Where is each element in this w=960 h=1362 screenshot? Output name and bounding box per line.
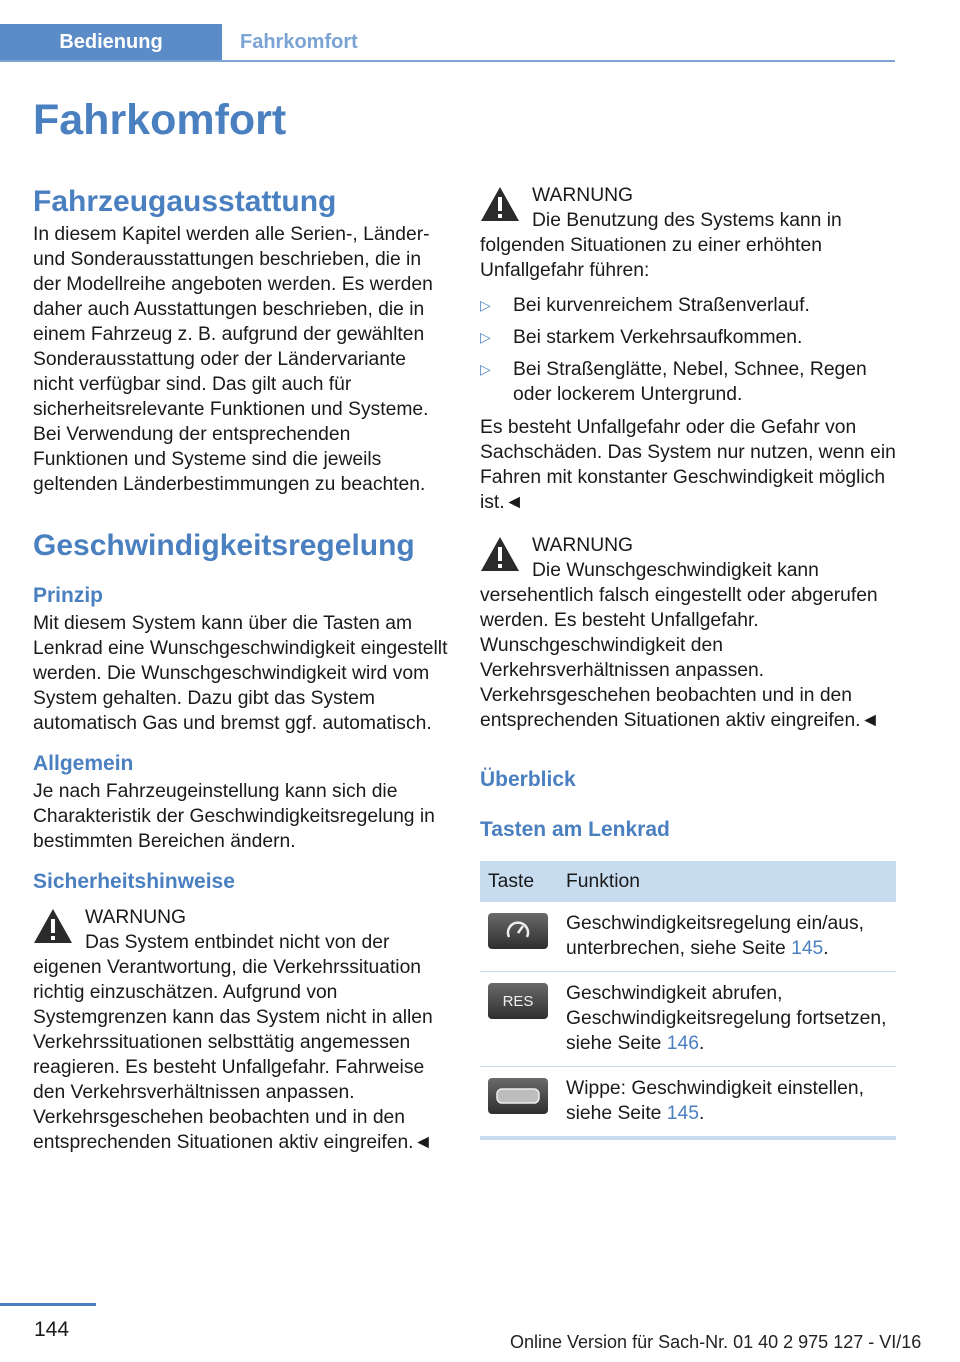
table-row: Geschwindigkeitsregelung ein/aus, unterbrechen, siehe Seite 145. [480, 902, 896, 972]
column-header-funktion: Funktion [558, 861, 896, 902]
heading-allgemein: Allgemein [33, 752, 134, 775]
warning-text: Die Benutzung des Systems kann in folgenden Situationen zu einer erhöhten Unfallgefahr führen: [480, 210, 842, 281]
warning-triangle-icon [480, 536, 520, 572]
footer-accent-line [0, 1303, 96, 1306]
column-header-taste: Taste [480, 861, 558, 902]
paragraph-allgemein: Je nach Fahrzeugeinstellung kann sich die Charakteristik der Geschwindigkeitsregelung in bestimmten Bereichen ändern. [33, 781, 435, 852]
warning-consequence: Es besteht Unfallgefahr oder die Gefahr von Sachschäden. Das System nur nutzen, wenn ein Fahren mit konstanter Geschwindigkeit möglich ist.◄ [480, 417, 896, 513]
cruise-control-key-icon [488, 913, 548, 949]
page-title: Fahrkomfort [33, 96, 287, 144]
online-version-note: Online Version für Sach-Nr. 01 40 2 975 127 - VI/16 [510, 1332, 922, 1352]
warning-text: Das System entbindet nicht von der eigenen Verantwortung, die Verkehrssituation richtig einzuschätzen. Aufgrund von Systemgrenzen kann das System nicht in allen Verkehrssituationen selbsttätig angemessen reagieren. Es besteht Unfallgefahr. Fahrweise den Verkehrsverhältnissen anpassen. Verkehrsgeschehen beobachten und in den entsprechenden Situationen aktiv eingreifen.◄ [33, 932, 433, 1153]
res-key-icon: RES [488, 983, 548, 1019]
list-item: ▷ Bei Straßenglätte, Nebel, Schnee, Regen oder lockerem Untergrund. [480, 359, 867, 405]
warning-triangle-icon [33, 908, 73, 944]
warning-box [480, 183, 896, 283]
warning-label: WARNUNG [532, 185, 634, 206]
right-column [480, 183, 896, 1140]
tab-fahrkomfort[interactable]: Fahrkomfort [240, 31, 358, 53]
paragraph-fahrzeugausstattung: In diesem Kapitel werden alle Serien-, Länder- und Sonderausstattungen beschrieben, die in der Modellreihe angeboten werden. Es werden daher auch Ausstattungen beschrieben, die in einem Fahrzeug z. B. aufgrund der gewählten Sonderausstattung oder der Ländervariante nicht verfügbar sind. Das gilt auch für sicherheitsrelevante Funktionen und Systeme. Bei Verwendung der entsprechenden Funktionen und Systeme sind die jeweils geltenden Länderbestimmungen zu beachten. [33, 224, 433, 495]
page-link[interactable]: 146 [666, 1033, 699, 1054]
heading-tasten-am-lenkrad: Tasten am Lenkrad [480, 818, 670, 841]
table-row: RES Geschwindigkeit abrufen, Geschwindigkeitsregelung fortsetzen, siehe Seite 146. [480, 972, 896, 1067]
warning-triangle-icon [480, 186, 520, 222]
rocker-switch-key-icon [488, 1078, 548, 1114]
page-link[interactable]: 145 [666, 1103, 699, 1124]
bullet-arrow-icon: ▷ [480, 329, 491, 345]
page-header [0, 0, 895, 62]
heading-prinzip: Prinzip [33, 584, 104, 607]
warning-box [480, 533, 896, 733]
list-item: ▷ Bei kurvenreichem Straßenverlauf. [480, 295, 810, 316]
paragraph-prinzip: Mit diesem System kann über die Tasten am Lenkrad eine Wunschgeschwindigkeit eingestellt werden. Die Wunschgeschwindigkeit wird vom System gehalten. Dazu gibt das System automatisch Gas und bremst ggf. automatisch. [33, 613, 448, 734]
heading-sicherheitshinweise: Sicherheitshinweise [33, 870, 235, 893]
warning-label: WARNUNG [532, 535, 634, 556]
heading-geschwindigkeitsregelung: Geschwindigkeitsregelung [33, 529, 415, 562]
bullet-list [480, 293, 896, 407]
table-row: Wippe: Geschwindigkeit einstellen, siehe Seite 145. [480, 1067, 896, 1139]
bullet-arrow-icon: ▷ [480, 297, 491, 313]
tab-bedienung[interactable]: Bedienung [0, 24, 222, 61]
page-link[interactable]: 145 [791, 938, 824, 959]
header-divider [0, 60, 895, 62]
warning-text: Die Wunschgeschwindigkeit kann versehentlich falsch eingestellt oder abgerufen werden. Es besteht Unfallgefahr. Wunschgeschwindigkeit den Verkehrsverhältnissen anpassen. Verkehrsgeschehen beobachten und in den entsprechenden Situationen aktiv eingreifen.◄ [480, 560, 880, 731]
list-item: ▷ Bei starkem Verkehrsaufkommen. [480, 327, 803, 348]
heading-fahrzeugausstattung: Fahrzeugausstattung [33, 185, 337, 218]
bullet-arrow-icon: ▷ [480, 361, 491, 377]
heading-ueberblick: Überblick [480, 768, 576, 791]
keys-table [480, 861, 896, 1140]
page-number: 144 [34, 1318, 70, 1341]
table-header-row [480, 861, 896, 902]
warning-box [33, 905, 449, 1155]
warning-label: WARNUNG [85, 907, 187, 928]
left-column [33, 182, 449, 1155]
